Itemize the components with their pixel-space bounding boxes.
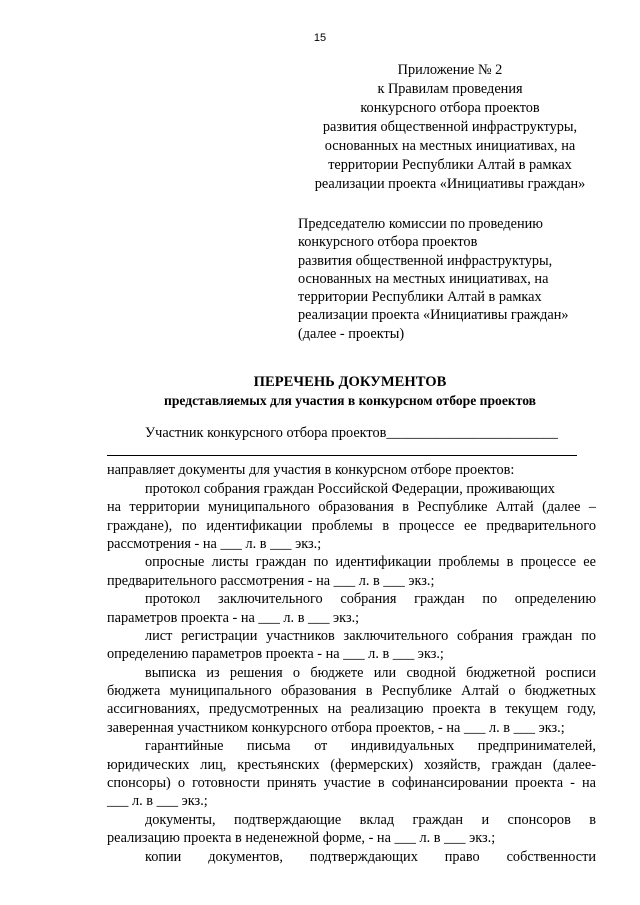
list-item-line: ассигнованиях, предусмотренных на реализацию проекта в текущем году, <box>107 701 596 718</box>
list-item-line: гарантийные письма от индивидуальных предпринимателей, <box>145 738 596 755</box>
addressee-line: развития общественной инфраструктуры, <box>298 252 553 269</box>
list-item-line: предварительного рассмотрения - на ___ л. в ___ экз.; <box>107 572 435 589</box>
appendix-line: Приложение № 2 <box>397 62 503 78</box>
appendix-line: развития общественной инфраструктуры, <box>322 119 578 135</box>
addressee-line: территории Республики Алтай в рамках <box>298 289 542 306</box>
list-item-line: ___ л. в ___ экз.; <box>107 793 208 810</box>
list-item-line: юридических лиц, крестьянских (фермерских) хозяйств, граждан (далее- <box>107 756 596 773</box>
document-subtitle: представляемых для участия в конкурсном отборе проектов <box>164 393 536 408</box>
list-item-line: реализацию проекта в неденежной форме, - на ___ л. в ___ экз.; <box>107 830 496 847</box>
list-item-line: граждане), по идентификации проблемы в процессе ее предварительного <box>107 517 596 534</box>
appendix-line: конкурсного отбора проектов <box>360 100 540 116</box>
list-item-line: копии документов, подтверждающих право собственности <box>145 848 596 865</box>
list-item-line: документы, подтверждающие вклад граждан и спонсоров в <box>145 811 596 828</box>
document-title: ПЕРЕЧЕНЬ ДОКУМЕНТОВ <box>253 374 447 390</box>
addressee-line: основанных на местных инициативах, на <box>298 270 549 287</box>
list-item-line: определению параметров проекта - на ___ л. в ___ экз.; <box>107 646 444 663</box>
document-body <box>107 424 596 866</box>
addressee-line: Председателю комиссии по проведению <box>298 216 543 232</box>
list-item-line: заверенная участником конкурсного отбора проектов, - на ___ л. в ___ экз.; <box>107 719 565 736</box>
list-item-line: бюджета муниципального образования в Республике Алтай о бюджетных <box>107 683 596 700</box>
list-item-line: протокол собрания граждан Российской Федерации, проживающих <box>145 480 555 497</box>
list-item-line: опросные листы граждан по идентификации проблемы в процессе ее <box>145 554 596 571</box>
list-item-line: лист регистрации участников заключительного собрания граждан по <box>145 627 596 644</box>
blank-fill-line <box>107 454 577 456</box>
appendix-line: территории Республики Алтай в рамках <box>328 157 572 173</box>
appendix-line: реализации проекта «Инициативы граждан» <box>314 176 586 192</box>
participant-line: Участник конкурсного отбора проектов________________________ <box>145 425 558 441</box>
addressee-block <box>298 215 618 343</box>
addressee-line: (далее - проекты) <box>298 325 405 342</box>
appendix-header <box>290 61 610 194</box>
list-item-line: спонсоры) о готовности принять участие в софинансировании проекта - на <box>107 775 596 792</box>
addressee-line: реализации проекта «Инициативы граждан» <box>298 307 569 324</box>
appendix-line: к Правилам проведения <box>377 81 523 97</box>
appendix-line: основанных на местных инициативах, на <box>324 138 576 154</box>
list-item-line: протокол заключительного собрания граждан по определению <box>145 591 596 608</box>
list-item-line: параметров проекта - на ___ л. в ___ экз.; <box>107 609 360 626</box>
list-item-line: выписка из решения о бюджете или сводной бюджетной росписи <box>145 664 596 681</box>
page-number: 15 <box>313 32 327 44</box>
sends-line: направляет документы для участия в конкурсном отборе проектов: <box>107 462 515 479</box>
list-item-line: на территории муниципального образования в Республике Алтай (далее – <box>107 499 596 516</box>
addressee-line: конкурсного отбора проектов <box>298 234 478 251</box>
list-item-line: рассмотрения - на ___ л. в ___ экз.; <box>107 535 322 552</box>
